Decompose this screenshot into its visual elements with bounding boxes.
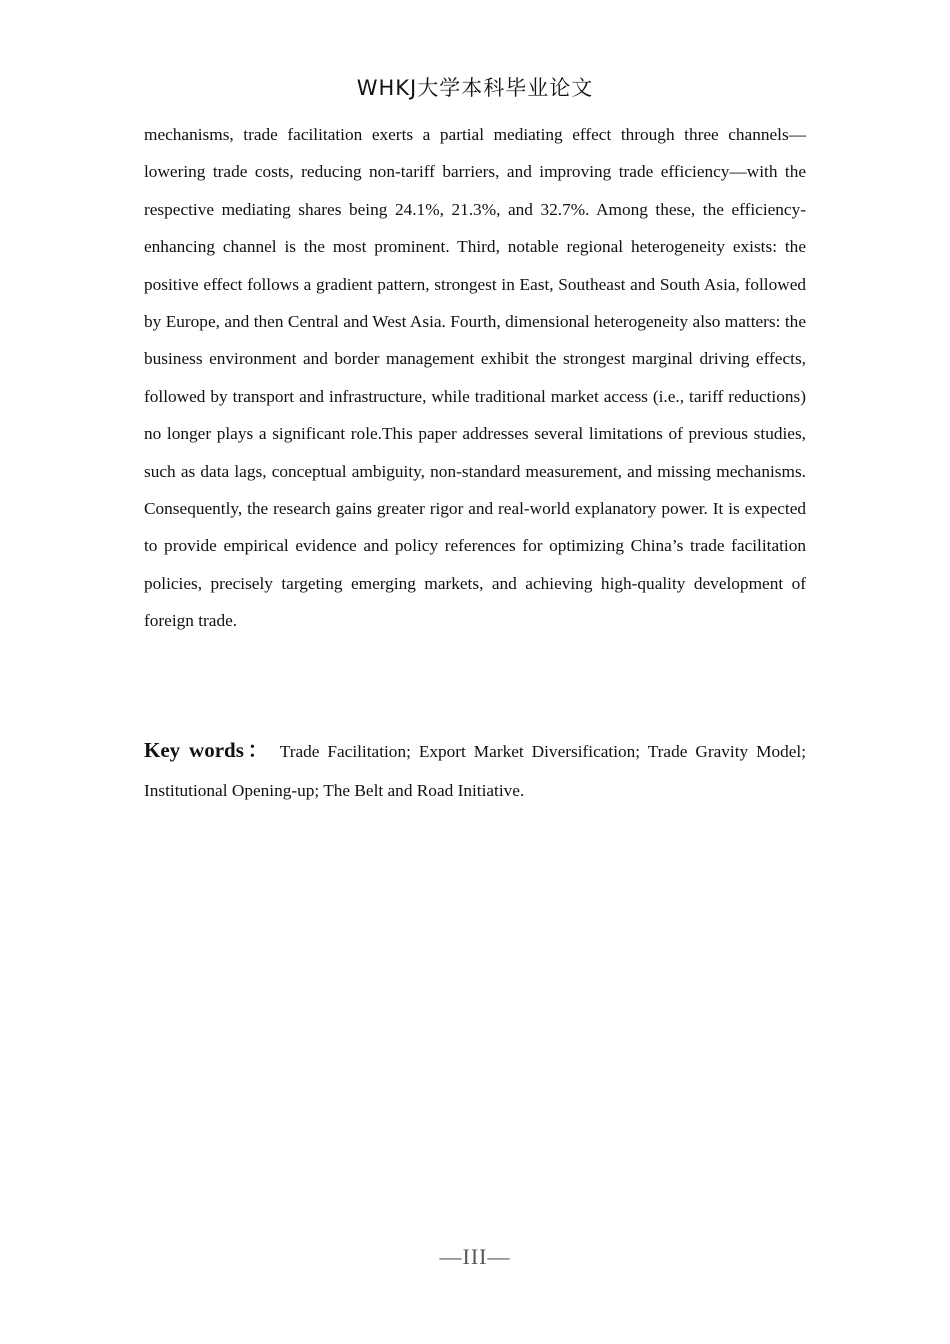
abstract-paragraph: mechanisms, trade facilitation exerts a partial mediating effect through three channels—lowering trade costs, reducing non-tariff barriers, and improving trade efficiency—with the respective mediating shares being 24.1%, 21.3%, and 32.7%. Among these, the efficiency-enhancing channel is the most prominent. Third, notable regional heterogeneity exists: the positive effect follows a gradient pattern, strongest in East, Southeast and South Asia, followed by Europe, and then Central and West Asia. Fourth, dimensional heterogeneity also matters: the business environment and border management exhibit the strongest marginal driving effects, followed by transport and infrastructure, while traditional market access (i.e., tariff reductions) no longer plays a significant role.This paper addresses several limitations of previous studies, such as data lags, conceptual ambiguity, non-standard measurement, and missing mechanisms. Consequently, the research gains greater rigor and real-world explanatory power. It is expected to provide empirical evidence and policy references for optimizing China’s trade facilitation policies, precisely targeting emerging markets, and achieving high-quality development of foreign trade.: [144, 125, 806, 631]
keywords-section: [144, 731, 806, 810]
page-number: —III—: [439, 1244, 511, 1269]
keywords-text: Trade Facilitation; Export Market Diversification; Trade Gravity Model; Institutional Opening-up; The Belt and Road Initiative.: [144, 742, 806, 800]
page-header: WHKJ大学本科毕业论文: [356, 76, 594, 100]
keywords-label: Key words：: [144, 738, 273, 762]
